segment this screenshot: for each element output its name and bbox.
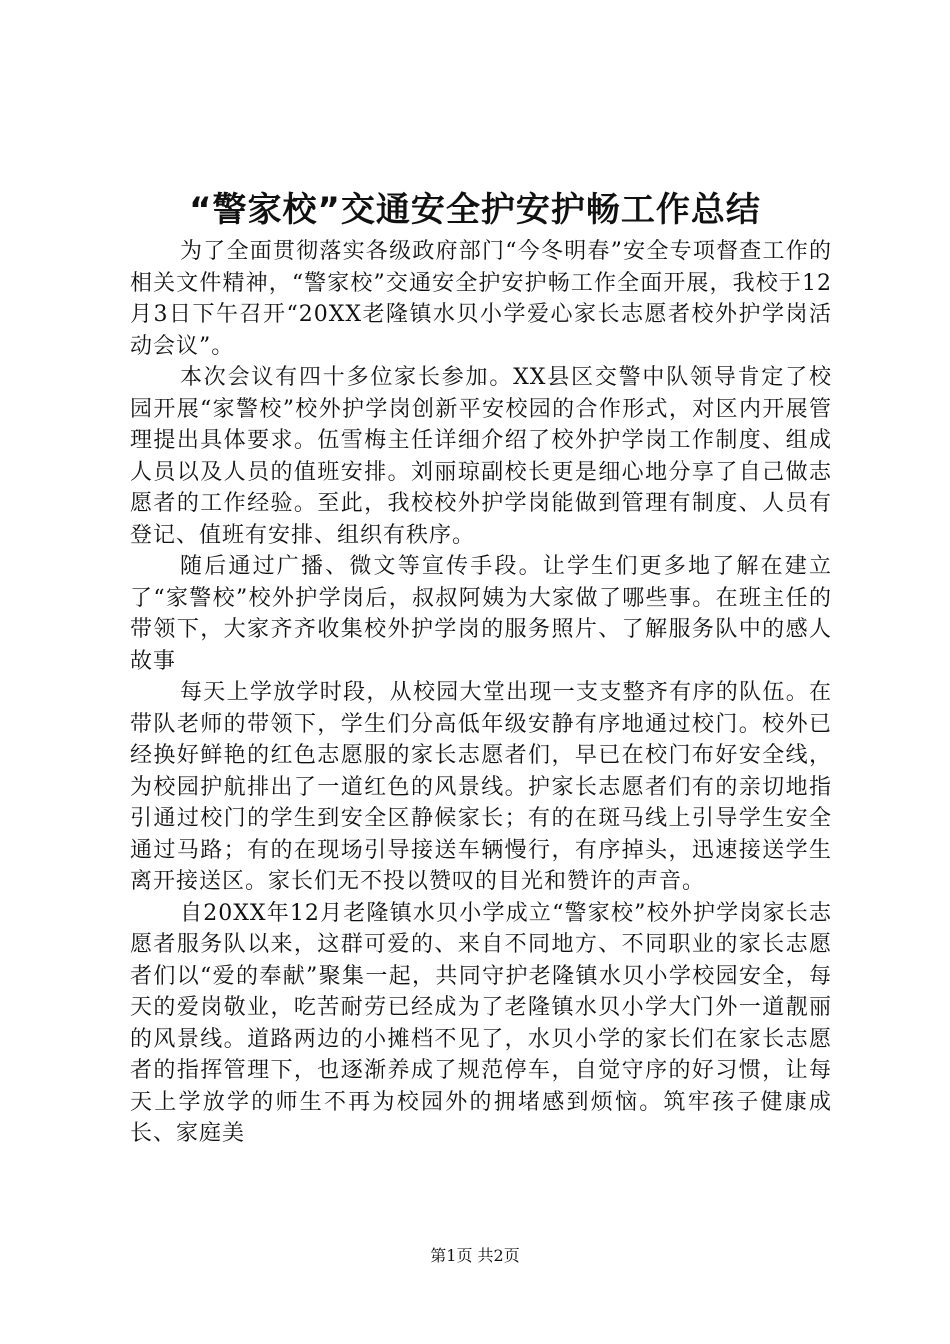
document-body xyxy=(130,236,832,1150)
paragraph-3: 随后通过广播、微文等宣传手段。让学生们更多地了解在建立了“家警校”校外护学岗后，叔叔阿姨为大家做了哪些事。在班主任的带领下，大家齐齐收集校外护学岗的服务照片、了解服务队中的感人故事 xyxy=(130,554,832,674)
paragraph-5: 自20XX年12月老隆镇水贝小学成立“警家校”校外护学岗家长志愿者服务队以来，这群可爱的、来自不同地方、不同职业的家长志愿者们以“爱的奉献”聚集一起，共同守护老隆镇水贝小学校园安全，每天的爱岗敬业，吃苦耐劳已经成为了老隆镇水贝小学大门外一道靓丽的风景线。道路两边的小摊档不见了，水贝小学的家长们在家长志愿者的指挥管理下，也逐渐养成了规范停车，自觉守序的好习惯，让每天上学放学的师生不再为校园外的拥堵感到烦恼。筑牢孩子健康成长、家庭美 xyxy=(130,900,832,1146)
paragraph-1: 为了全面贯彻落实各级政府部门“今冬明春”安全专项督查工作的相关文件精神，“警家校”交通安全护安护畅工作全面开展，我校于12月3日下午召开“20XX老隆镇水贝小学爱心家长志愿者校外护学岗活动会议”。 xyxy=(130,239,832,359)
page-number-footer: 第1页 共2页 xyxy=(430,1246,520,1265)
paragraph-2: 本次会议有四十多位家长参加。XX县区交警中队领导肯定了校园开展“家警校”校外护学岗创新平安校园的合作形式，对区内开展管理提出具体要求。伍雪梅主任详细介绍了校外护学岗工作制度、组成人员以及人员的值班安排。刘丽琼副校长更是细心地分享了自己做志愿者的工作经验。至此，我校校外护学岗能做到管理有制度、人员有登记、值班有安排、组织有秩序。 xyxy=(130,365,832,548)
paragraph-4: 每天上学放学时段，从校园大堂出现一支支整齐有序的队伍。在带队老师的带领下，学生们分高低年级安静有序地通过校门。校外已经换好鲜艳的红色志愿服的家长志愿者们，早已在校门布好安全线，为校园护航排出了一道红色的风景线。护家长志愿者们有的亲切地指引通过校门的学生到安全区静候家长；有的在斑马线上引导学生安全通过马路；有的在现场引导接送车辆慢行，有序掉头，迅速接送学生离开接送区。家长们无不投以赞叹的目光和赞许的声音。 xyxy=(130,680,832,894)
document-title: “警家校”交通安全护安护畅工作总结 xyxy=(189,190,761,230)
